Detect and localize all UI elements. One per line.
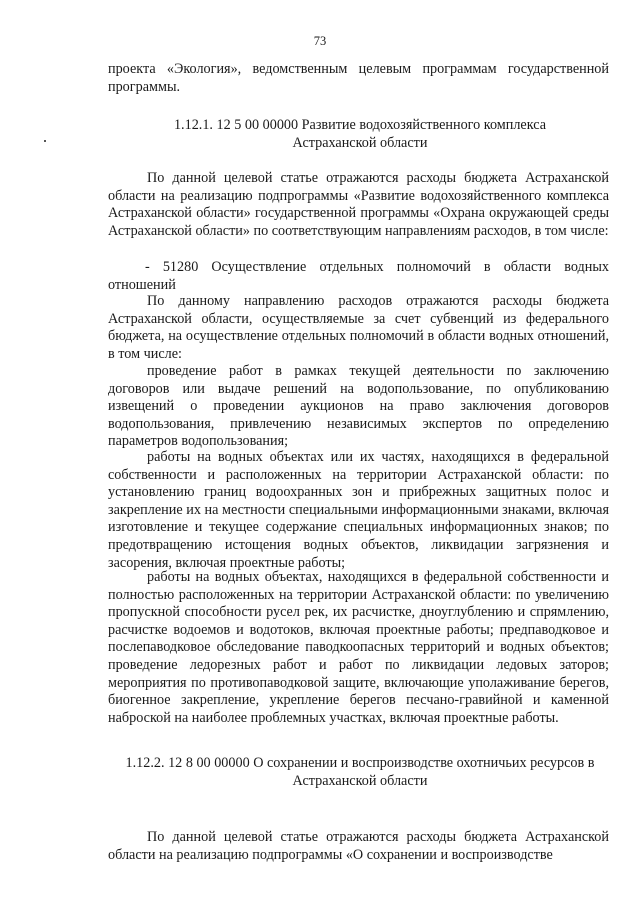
section-1-paragraph-1: По данной целевой статье отражаются расходы бюджета Астраханской области на реализацию подпрограммы «Развитие водохозяйственного комплекса Астраханской области» государственной программы «Охрана окружающей среды Астраханской области» по соответствующим направлениям расходов, в том числе: [108,170,609,239]
page-number: 73 [313,34,327,48]
section-1-item-51280: - 51280 Осуществление отдельных полномочий в области водных отношений [108,259,609,293]
section-1-paragraph-5: работы на водных объектах, находящихся в федеральной собственности и полностью расположенных на территории Астраханской области: по увеличению пропускной способности русел рек, их расчистке, дноуглублению и спрямлению, расчистке водоемов и водотоков, включая проектные работы; предпаводковое и послепаводковое обследование паводкоопасных территорий и водных объектов; проведение ледорезных работ и работ по ликвидации ледовых заторов; мероприятия по противопаводковой защите, включающие уполаживание берегов, биогенное закрепление, укрепление берегов песчано-гравийной и каменной наброской на наиболее проблемных участках, включая проектные работы. [108,569,609,726]
section-heading-1-12-2: 1.12.2. 12 8 00 00000 О сохранении и воспроизводстве охотничьих ресурсов в Астраханской области [125,755,595,789]
section-1-paragraph-4: работы на водных объектах или их частях, находящихся в федеральной собственности и расположенных на территории Астраханской области: по установлению границ водоохранных зон и прибрежных защитных полос и закрепление их на местности специальными информационными знаками, включая изготовление и текущее содержание специальных информационных знаков; по предотвращению истощения водных объектов, ликвидации загрязнения и засорения, включая проектные работы; [108,449,609,571]
section-1-paragraph-3: проведение работ в рамках текущей деятельности по заключению договоров или выдаче решений на водопользование, по опубликованию извещений о проведении аукционов на право заключения договоров водопользования, привлечению независимых экспертов по определению параметров водопользования; [108,363,609,450]
scan-artifact-dot [44,140,46,142]
section-1-paragraph-2: По данному направлению расходов отражаются расходы бюджета Астраханской области, осуществляемые за счет субвенций из федерального бюджета, на осуществление отдельных полномочий в области водных отношений, в том числе: [108,293,609,362]
section-heading-1-12-1: 1.12.1. 12 5 00 00000 Развитие водохозяйственного комплекса Астраханской области [173,117,547,151]
intro-continuation: проекта «Экология», ведомственным целевым программам государственной программы. [108,61,609,95]
section-2-paragraph-1: По данной целевой статье отражаются расходы бюджета Астраханской области на реализацию подпрограммы «О сохранении и воспроизводстве [108,829,609,863]
